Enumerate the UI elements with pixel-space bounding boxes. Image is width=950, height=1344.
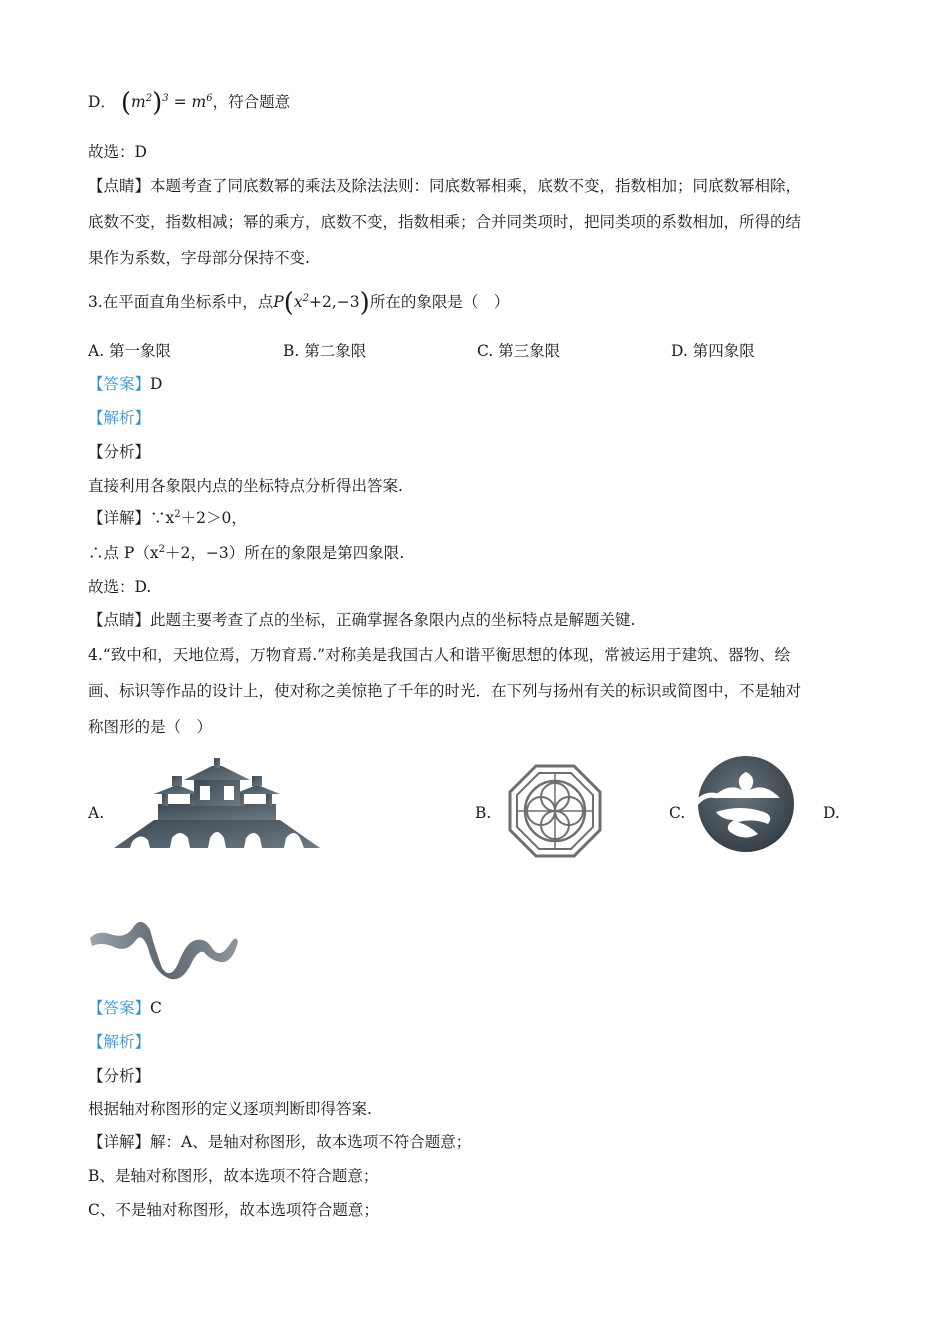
q3-jiexi: 【解析】	[88, 409, 151, 427]
q3-detail-2: ∴点 $P(x^2+2$，−3）所在的象限是第四象限.	[88, 543, 405, 562]
pavilion-bridge-image	[114, 758, 320, 850]
q4-option-c-label: C.	[669, 804, 686, 822]
q4-detail-2: B、是轴对称图形，故本选项不符合题意；	[88, 1167, 379, 1185]
q2-dianjing-1: 【点睛】本题考查了同底数幂的乘法及除法法则：同底数幂相乘，底数不变，指数相加；同底数幂相除，	[88, 177, 802, 195]
prev-option-d: D． $(m^2)^3 = m^6$，符合题意	[88, 88, 291, 118]
q3-answer: 【答案】D	[88, 375, 163, 393]
q2-dianjing-2: 底数不变，指数相减；幂的乘方，底数不变，指数相乘；合并同类项时，把同类项的系数相加，所得的结	[88, 213, 802, 231]
power-formula: $(m^2)^3 = m^6$	[120, 88, 213, 118]
q3-detail-1: 【详解】$\because x^2+2>0$，	[88, 508, 247, 527]
q4-detail-3: C、不是轴对称图形，故本选项符合题意；	[88, 1201, 379, 1219]
point-p-expression: $P(x^2+2,-3)$	[273, 288, 370, 318]
q2-choose: 故选：D	[88, 143, 147, 161]
q3-fenxi: 直接利用各象限内点的坐标特点分析得出答案.	[88, 477, 403, 495]
q4-stem-1: 4.“致中和，天地位焉，万物育焉.”对称美是我国古人和谐平衡思想的体现，常被运用于建筑、器物、绘	[88, 646, 791, 664]
q4-jiexi: 【解析】	[88, 1033, 151, 1051]
octagon-window-image	[508, 764, 602, 858]
q4-stem-2: 画、标识等作品的设计上，使对称之美惊艳了千年的时光．在下列与扬州有关的标识或简图中，不是轴对	[88, 682, 802, 700]
q3-dianjing: 【点睛】此题主要考查了点的坐标，正确掌握各象限内点的坐标特点是解题关键.	[88, 611, 636, 629]
q3-option-c: C. 第三象限	[477, 342, 561, 360]
q4-stem-3: 称图形的是（ ）	[88, 718, 213, 736]
q4-detail-1: 【详解】解：A、是轴对称图形，故本选项不符合题意；	[88, 1133, 472, 1151]
q4-option-b-label: B.	[475, 804, 492, 822]
q3-fenxi-tag: 【分析】	[88, 443, 151, 461]
q4-option-d-label: D.	[823, 804, 840, 822]
q4-answer: 【答案】C	[88, 999, 162, 1017]
q4-option-a-label: A.	[88, 804, 105, 822]
q3-option-a: A. 第一象限	[88, 342, 172, 360]
wave-stroke-image	[88, 912, 240, 982]
q3-stem: 3.在平面直角坐标系中，点$P(x^2+2,-3)$所在的象限是（ ）	[88, 288, 510, 318]
q4-fenxi-tag: 【分析】	[88, 1067, 151, 1085]
q2-dianjing-3: 果作为系数，字母部分保持不变.	[88, 249, 310, 267]
circular-logo-image	[694, 752, 798, 856]
q3-choose: 故选：D.	[88, 578, 152, 596]
q3-option-d: D. 第四象限	[671, 342, 755, 360]
q4-fenxi: 根据轴对称图形的定义逐项判断即得答案.	[88, 1100, 372, 1118]
q3-option-b: B. 第二象限	[283, 342, 367, 360]
